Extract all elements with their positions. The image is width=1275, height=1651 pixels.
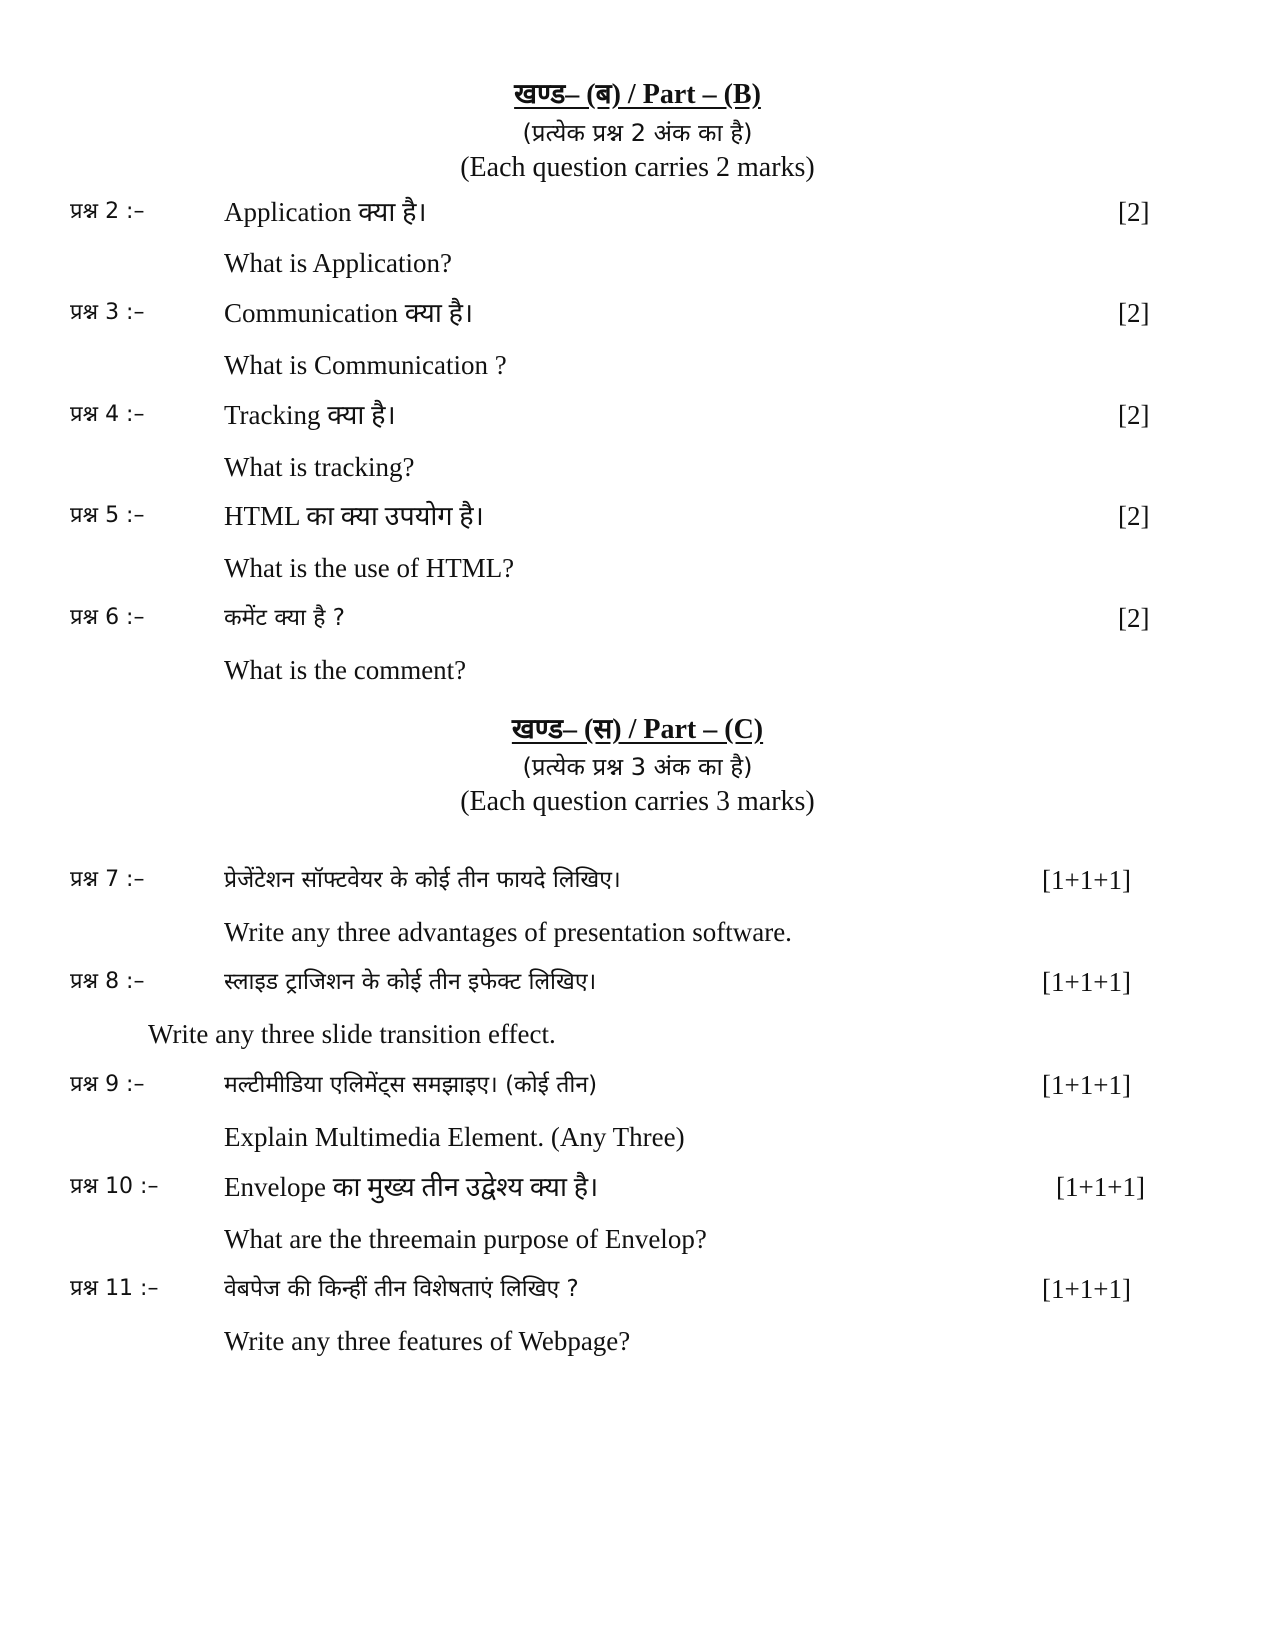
question-text-hindi: मल्टीमीडिया एलिमेंट्स समझाइए। (कोई तीन)	[224, 1072, 598, 1098]
question-number: प्रश्न 2 :–	[70, 199, 145, 224]
question-number: प्रश्न 7 :–	[70, 867, 145, 892]
question-text-hindi: HTML का क्या उपयोग है।	[224, 501, 484, 531]
question-text-hindi: प्रेजेंटेशन सॉफ्टवेयर के कोई तीन फायदे लिखिए।	[224, 867, 621, 893]
question-marks: [1+1+1]	[1056, 1172, 1145, 1202]
question-number: प्रश्न 9 :–	[70, 1072, 145, 1097]
question-text-hindi: कमेंट क्या है ?	[224, 605, 345, 631]
question-text-hindi: Communication क्या है।	[224, 298, 474, 328]
question-number: प्रश्न 10 :–	[70, 1174, 159, 1199]
question-marks: [1+1+1]	[1042, 1070, 1131, 1100]
question-text-hindi: स्लाइड ट्राजिशन के कोई तीन इफेक्ट लिखिए।	[224, 969, 597, 995]
question-marks: [2]	[1118, 400, 1150, 430]
question-text-english: What are the threemain purpose of Envelop?	[224, 1224, 707, 1254]
question-marks: [2]	[1118, 501, 1150, 531]
question-row	[0, 598, 1275, 638]
question-text-english: Write any three advantages of presentation software.	[224, 917, 792, 947]
question-row	[0, 496, 1275, 536]
question-text-english: What is the use of HTML?	[224, 553, 515, 583]
question-text-hindi: Tracking क्या है।	[224, 400, 396, 430]
question-text-english: What is tracking?	[224, 452, 415, 482]
question-marks: [1+1+1]	[1042, 865, 1131, 895]
question-number: प्रश्न 11 :–	[70, 1276, 159, 1301]
part-c-hindi-note: (प्रत्येक प्रश्न 3 अंक का है)	[522, 753, 753, 781]
part-b-english-note: (Each question carries 2 marks)	[460, 152, 815, 183]
question-marks: [1+1+1]	[1042, 1274, 1131, 1304]
question-text-hindi: Application क्या है।	[224, 197, 427, 227]
part-b-title: खण्ड– (ब) / Part – (B)	[514, 79, 761, 110]
question-row	[0, 293, 1275, 333]
question-marks: [1+1+1]	[1042, 967, 1131, 997]
question-number: प्रश्न 3 :–	[70, 300, 145, 325]
question-row	[0, 962, 1275, 1002]
question-text-english: What is the comment?	[224, 655, 467, 685]
question-marks: [2]	[1118, 197, 1150, 227]
question-text-english: What is Application?	[224, 248, 452, 278]
question-row	[0, 860, 1275, 900]
part-c-title: खण्ड– (स) / Part – (C)	[511, 714, 764, 745]
question-text-english: What is Communication ?	[224, 350, 507, 380]
question-row	[0, 1167, 1275, 1207]
question-marks: [2]	[1118, 298, 1150, 328]
question-number: प्रश्न 5 :–	[70, 503, 145, 528]
question-text-english: Write any three features of Webpage?	[224, 1326, 631, 1356]
question-marks: [2]	[1118, 603, 1150, 633]
question-row	[0, 192, 1275, 232]
question-number: प्रश्न 4 :–	[70, 402, 145, 427]
question-number: प्रश्न 8 :–	[70, 969, 145, 994]
question-row	[0, 395, 1275, 435]
question-text-hindi: वेबपेज की किन्हीं तीन विशेषताएं लिखिए ?	[224, 1276, 579, 1302]
question-text-english: Write any three slide transition effect.	[148, 1019, 556, 1049]
part-b-hindi-note: (प्रत्येक प्रश्न 2 अंक का है)	[522, 119, 753, 147]
part-c-english-note: (Each question carries 3 marks)	[460, 786, 815, 817]
question-row	[0, 1065, 1275, 1105]
question-text-english: Explain Multimedia Element. (Any Three)	[224, 1122, 685, 1152]
question-number: प्रश्न 6 :–	[70, 605, 145, 630]
question-text-hindi: Envelope का मुख्य तीन उद्वेश्य क्या है।	[224, 1172, 599, 1202]
question-row	[0, 1269, 1275, 1309]
